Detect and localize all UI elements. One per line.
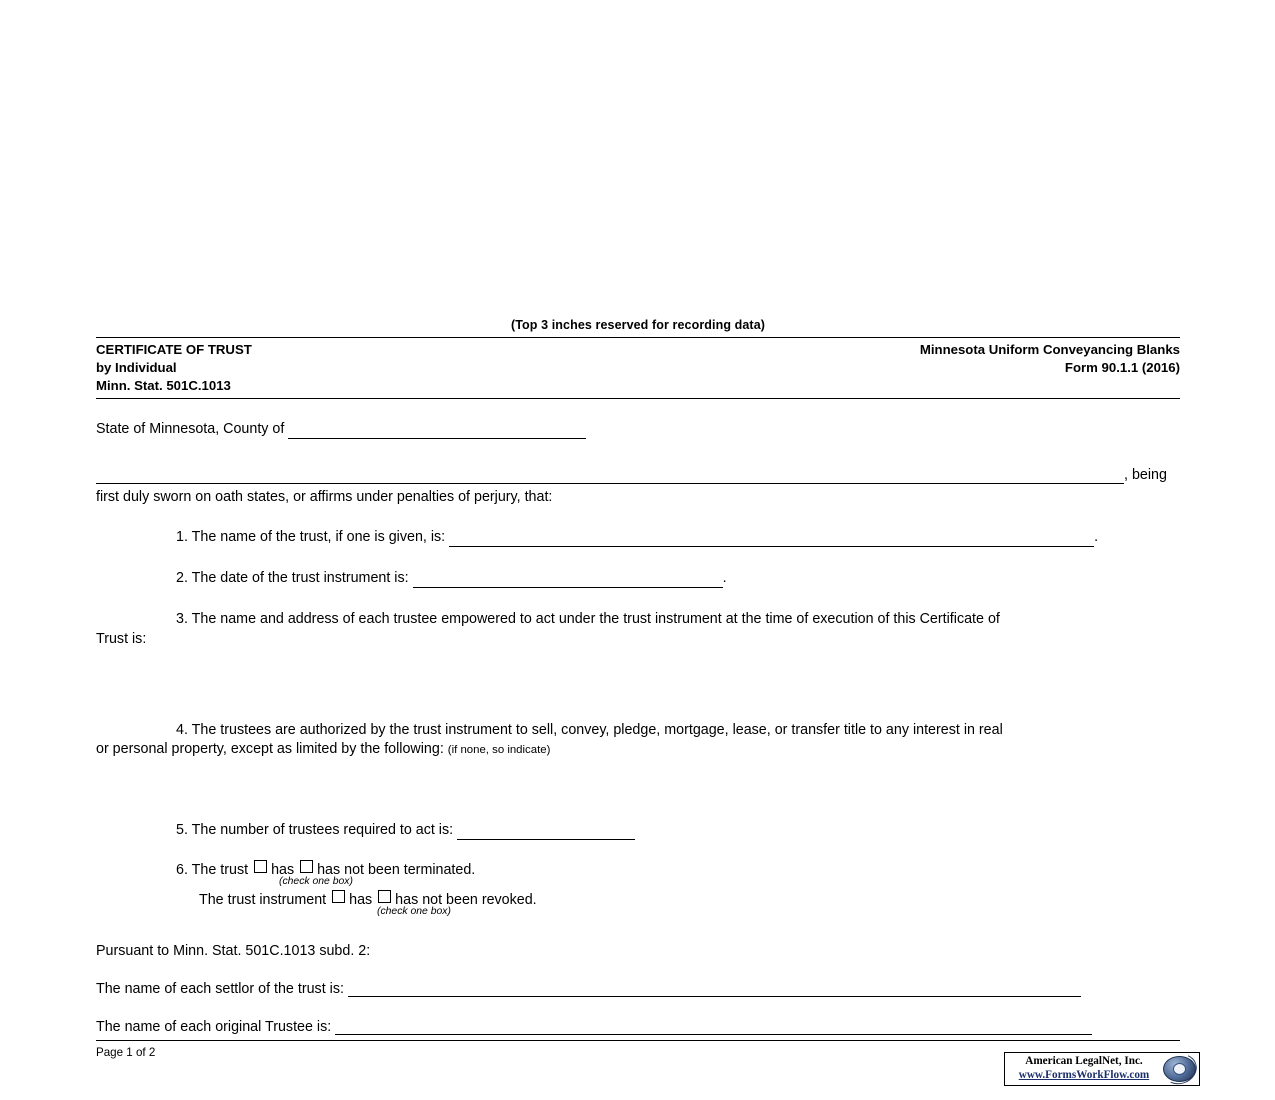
recording-data-note: (Top 3 inches reserved for recording data) (510, 318, 766, 332)
item-6-line1-post: has not been terminated. (317, 862, 476, 879)
item-1-text: The name of the trust, if one is given, is: (191, 529, 446, 546)
settlor-row (96, 981, 1180, 997)
legalnet-url[interactable]: www.FormsWorkFlow.com (1018, 1069, 1150, 1081)
affiant-suffix: , being (1124, 466, 1167, 483)
item-3-number: 3. (176, 610, 188, 627)
header-bottom-rule (96, 398, 1180, 399)
checkbox-trust-has[interactable] (254, 860, 267, 873)
item-4-text-cont: or personal property, except as limited by the following: (96, 741, 444, 758)
item-3 (96, 610, 1180, 711)
item-6-line1-pre: The trust (191, 862, 249, 879)
trust-date-input[interactable] (413, 573, 723, 588)
form-title: CERTIFICATE OF TRUST (96, 342, 252, 357)
item-2-number: 2. (176, 569, 188, 586)
state-county-row (96, 420, 1180, 438)
legalnet-stamp (1004, 1052, 1200, 1086)
original-trustee-input[interactable] (335, 1021, 1092, 1036)
item-3-answer-space[interactable] (96, 649, 1180, 711)
item-1-number: 1. (176, 529, 188, 546)
item-6-line1-mid: has (271, 862, 295, 879)
check-one-box-caption-2: (check one box) (377, 906, 451, 918)
item-1-trailing: . (1094, 529, 1099, 546)
checkbox-instrument-has-not[interactable] (378, 890, 391, 903)
form-header-left (96, 341, 252, 395)
form-publisher: Minnesota Uniform Conveyancing Blanks (919, 342, 1180, 357)
form-statute: Minn. Stat. 501C.1013 (96, 378, 231, 394)
item-4 (96, 721, 1180, 816)
sworn-text: first duly sworn on oath states, or affirms under penalties of perjury, that: (96, 488, 553, 505)
item-6-number: 6. (176, 862, 188, 879)
item-4-note: (if none, so indicate) (447, 744, 551, 757)
item-3-text: The name and address of each trustee empowered to act under the trust instrument at the time of execution of this Certificate of (191, 610, 1000, 627)
globe-icon (1161, 1053, 1199, 1085)
form-number: Form 90.1.1 (2016) (1064, 360, 1180, 376)
original-trustee-row (96, 1019, 1180, 1035)
trust-name-input[interactable] (449, 532, 1094, 547)
settlor-input[interactable] (348, 983, 1081, 998)
item-6-line2-post: has not been revoked. (395, 892, 537, 909)
legalnet-stamp-text (1005, 1055, 1161, 1082)
county-input[interactable] (288, 424, 586, 439)
item-3-text-cont: Trust is: (96, 630, 147, 647)
trustee-count-input[interactable] (457, 826, 635, 841)
footer-rule (96, 1040, 1180, 1041)
item-5-number: 5. (176, 822, 188, 839)
state-county-label: State of Minnesota, County of (96, 421, 285, 438)
form-header (96, 338, 1180, 395)
item-5 (96, 821, 1180, 840)
checkbox-trust-has-not[interactable] (300, 860, 313, 873)
checkbox-instrument-has[interactable] (332, 890, 345, 903)
item-4-text: The trustees are authorized by the trust instrument to sell, convey, pledge, mortgage, lease, or transfer title to any interest in real (191, 721, 1003, 738)
page-number: Page 1 of 2 (96, 1046, 156, 1059)
check-one-box-caption-1: (check one box) (279, 876, 353, 888)
item-6 (96, 860, 1180, 917)
affiant-input[interactable] (96, 469, 1124, 484)
item-6-line2-pre: The trust instrument (199, 892, 327, 909)
affiant-row (96, 466, 1180, 484)
item-4-line2 (96, 740, 1180, 759)
item-2-trailing: . (722, 569, 727, 586)
form-subtitle: by Individual (96, 360, 177, 376)
form-header-right (920, 341, 1180, 377)
original-trustee-label: The name of each original Trustee is: (96, 1019, 332, 1036)
settlor-label: The name of each settlor of the trust is: (96, 981, 344, 998)
item-6-line2-mid: has (349, 892, 373, 909)
form-body (96, 318, 1180, 1035)
item-4-number: 4. (176, 721, 188, 738)
item-4-answer-space[interactable] (96, 759, 1180, 815)
pursuant-text: Pursuant to Minn. Stat. 501C.1013 subd. 2: (96, 943, 371, 960)
item-2 (96, 569, 1180, 588)
item-1 (96, 528, 1180, 547)
item-2-text: The date of the trust instrument is: (191, 569, 409, 586)
legalnet-company: American LegalNet, Inc. (1025, 1055, 1143, 1068)
item-5-text: The number of trustees required to act is: (191, 822, 454, 839)
